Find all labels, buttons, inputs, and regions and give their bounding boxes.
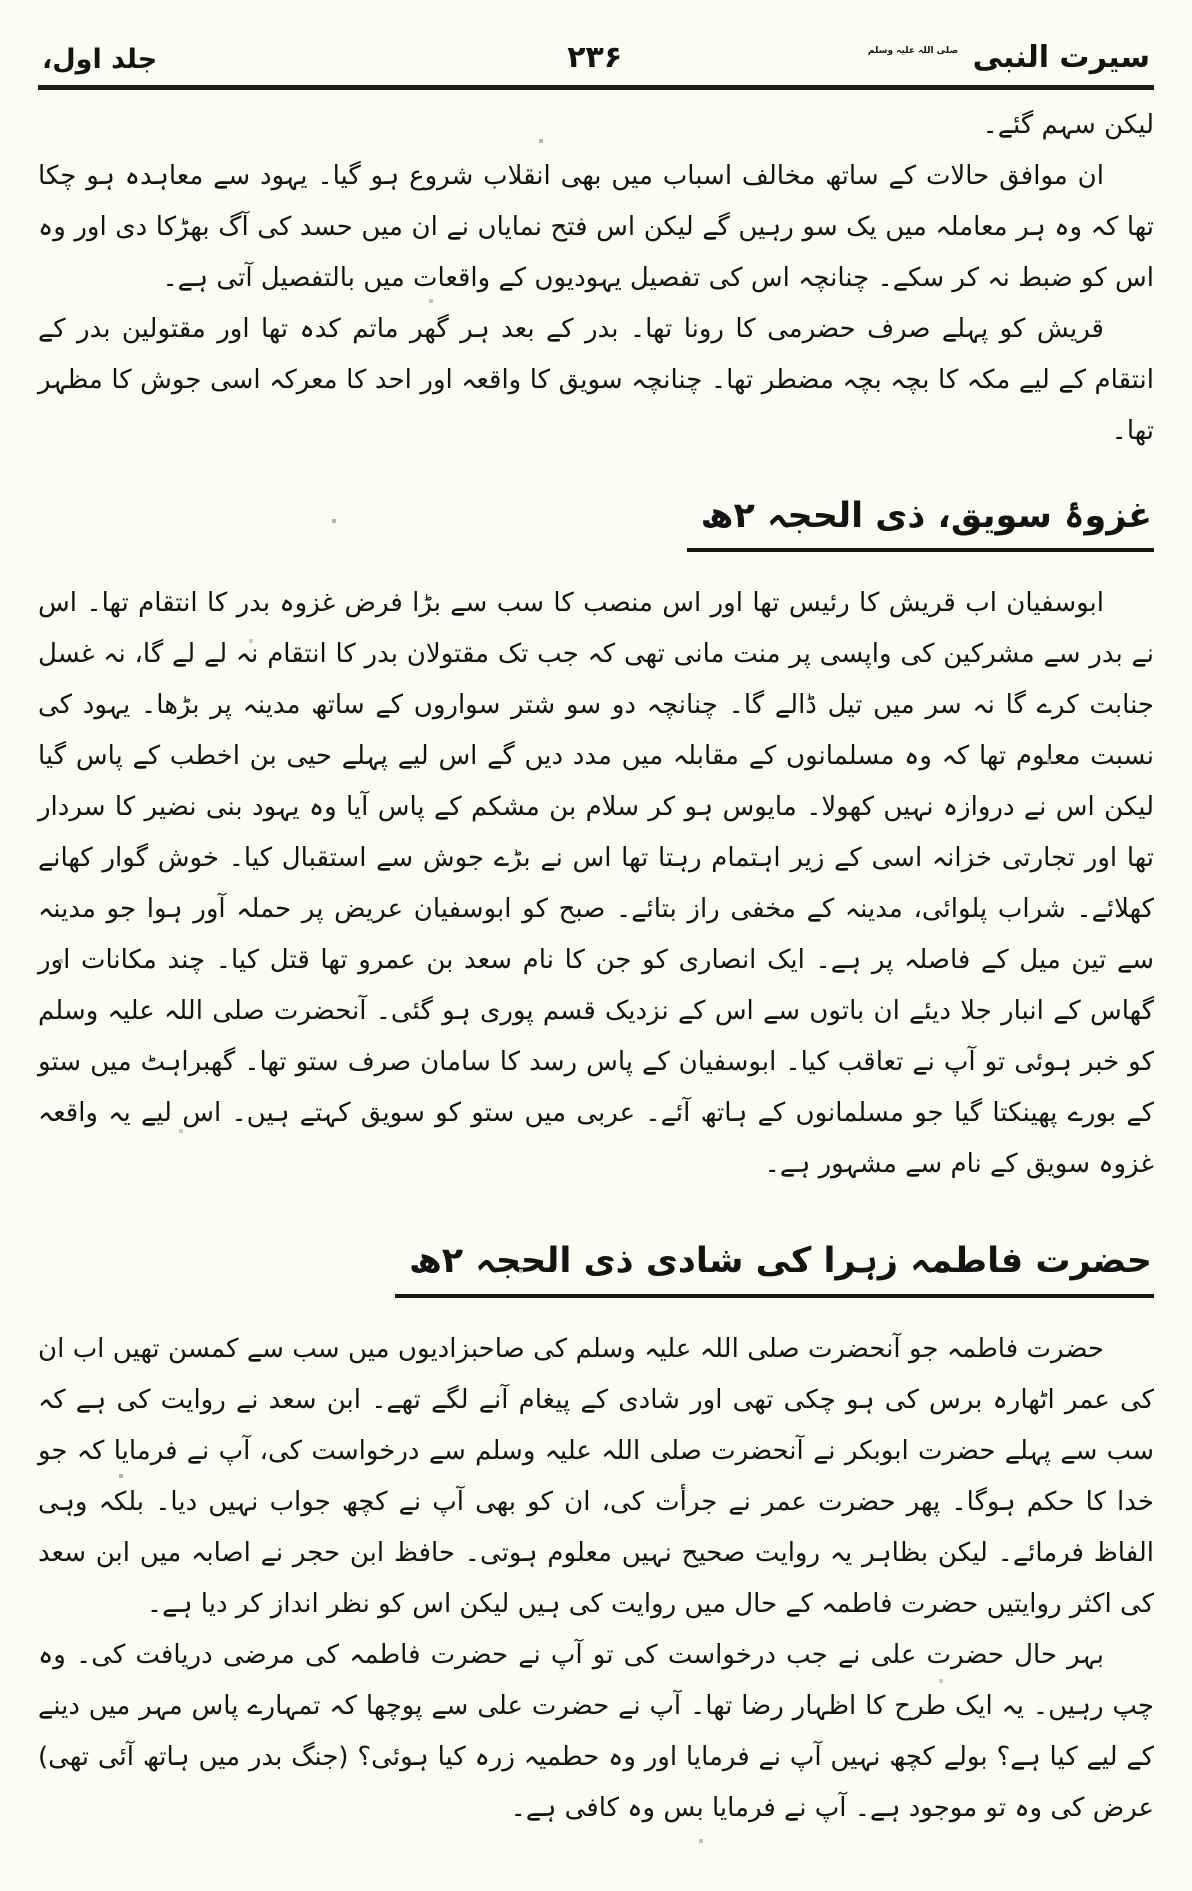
section-heading-fatima-shadi [38, 1238, 1154, 1297]
header-rule [38, 85, 1154, 90]
book-title-text: سیرت النبی [972, 40, 1150, 75]
running-header [38, 40, 1154, 85]
scan-speckles [0, 0, 2, 2]
section-heading-text: حضرت فاطمہ زہرا کی شادی ذی الحجہ ۲ھ [395, 1238, 1154, 1297]
page-body [38, 94, 1154, 1834]
volume-label: جلد اول، [42, 44, 158, 75]
page-number: ۲۳۶ [567, 40, 623, 75]
paragraph-fatima-shadi-2: بہر حال حضرت علی نے جب درخواست کی تو آپ نے حضرت فاطمہ کی مرضی دریافت کی۔ وہ چپ رہیں۔ یہ ایک طرح کا اظہار رضا تھا۔ آپ نے حضرت علی سے پوچھا کہ تمہارے پاس مہر میں دینے کے لیے کیا ہے؟ بولے کچھ نہیں آپ نے فرمایا اور وہ حطمیہ زرہ کیا ہوئی؟ (جنگ بدر میں ہاتھ آئی تھی) عرض کی وہ تو موجود ہے۔ آپ نے فرمایا بس وہ کافی ہے۔ [38, 1639, 1154, 1823]
salutation-mark: صلی اللہ علیہ وسلم [867, 46, 959, 56]
paragraph-ghazwa-sawiq: ابوسفیان اب قریش کا رئیس تھا اور اس منصب کا سب سے بڑا فرض غزوہ بدر کا انتقام تھا۔ اس نے بدر سے مشرکین کی واپسی پر منت مانی تھی کہ جب تک مقتولان بدر کا انتقام نہ لے لے گا، نہ غسل جنابت کرے گا نہ سر میں تیل ڈالے گا۔ چنانچہ دو سو شتر سواروں کے ساتھ مدینہ پر بڑھا۔ یہود کی نسبت معلوم تھا کہ وہ مسلمانوں کے مقابلہ میں مدد دیں گے اس لیے پہلے حیی بن اخطب کے پاس گیا لیکن اس نے دروازہ نہیں کھولا۔ مایوس ہو کر سلام بن مشکم کے پاس آیا وہ یہود بنی نضیر کا سردار تھا اور تجارتی خزانہ اسی کے زیر اہتمام رہتا تھا اس نے بڑے جوش سے استقبال کیا۔ خوش گوار کھانے کھلائے۔ شراب پلوائی، مدینہ کے مخفی راز بتائے۔ صبح کو ابوسفیان عریض پر حملہ آور ہوا جو مدینہ سے تین میل کے فاصلہ پر ہے۔ ایک انصاری کو جن کا نام سعد بن عمرو تھا قتل کیا۔ چند مکانات اور گھاس کے انبار جلا دیئے ان باتوں سے اس کے نزدیک قسم پوری ہو گئی۔ آنحضرت صلی اللہ علیہ وسلم کو خبر ہوئی تو آپ نے تعاقب کیا۔ ابوسفیان کے پاس رسد کا سامان صرف ستو تھا۔ گھبراہٹ میں ستو کے بورے پھینکتا گیا جو مسلمانوں کے ہاتھ آئے۔ عربی میں ستو کو سویق کہتے ہیں۔ اس لیے یہ واقعہ غزوہ سویق کے نام سے مشہور ہے۔ [38, 588, 1154, 1180]
continuation-line: لیکن سہم گئے۔ [982, 110, 1154, 140]
section-heading-text: غزوۂ سویق، ذی الحجہ ۲ھ [687, 493, 1154, 552]
section-heading-ghazwa-sawiq [38, 493, 1154, 552]
paragraph-fatima-shadi-1: حضرت فاطمہ جو آنحضرت صلی اللہ علیہ وسلم کی صاحبزادیوں میں سب سے کمسن تھیں اب ان کی عمر اٹھارہ برس کی ہو چکی تھی اور شادی کے پیغام آنے لگے تھے۔ ابن سعد نے روایت کی ہے کہ سب سے پہلے حضرت ابوبکر نے آنحضرت صلی اللہ علیہ وسلم سے درخواست کی، آپ نے فرمایا کہ جو خدا کا حکم ہوگا۔ پھر حضرت عمر نے جرأت کی، ان کو بھی آپ نے کچھ جواب نہیں دیا۔ بلکہ وہی الفاظ فرمائے۔ لیکن بظاہر یہ روایت صحیح نہیں معلوم ہوتی۔ حافظ ابن حجر نے اصابہ میں ابن سعد کی اکثر روایتیں حضرت فاطمہ کے حال میں روایت کی ہیں لیکن اس کو نظر انداز کر دیا ہے۔ [38, 1333, 1154, 1619]
paragraph-intro-2: قریش کو پہلے صرف حضرمی کا رونا تھا۔ بدر کے بعد ہر گھر ماتم کدہ تھا اور مقتولین بدر کے انتقام کے لیے مکہ کا بچہ بچہ مضطر تھا۔ چنانچہ سویق کا واقعہ اور احد کا معرکہ اسی جوش کا مظہر تھا۔ [38, 314, 1154, 446]
paragraph-intro-1: ان موافق حالات کے ساتھ مخالف اسباب میں بھی انقلاب شروع ہو گیا۔ یہود سے معاہدہ ہو چکا تھا کہ وہ ہر معاملہ میں یک سو رہیں گے لیکن اس فتح نمایاں نے ان میں حسد کی آگ بھڑکا دی اور وہ اس کو ضبط نہ کر سکے۔ چنانچہ اس کی تفصیل یہودیوں کے واقعات میں بالتفصیل آتی ہے۔ [38, 161, 1154, 293]
book-title [867, 40, 1150, 75]
